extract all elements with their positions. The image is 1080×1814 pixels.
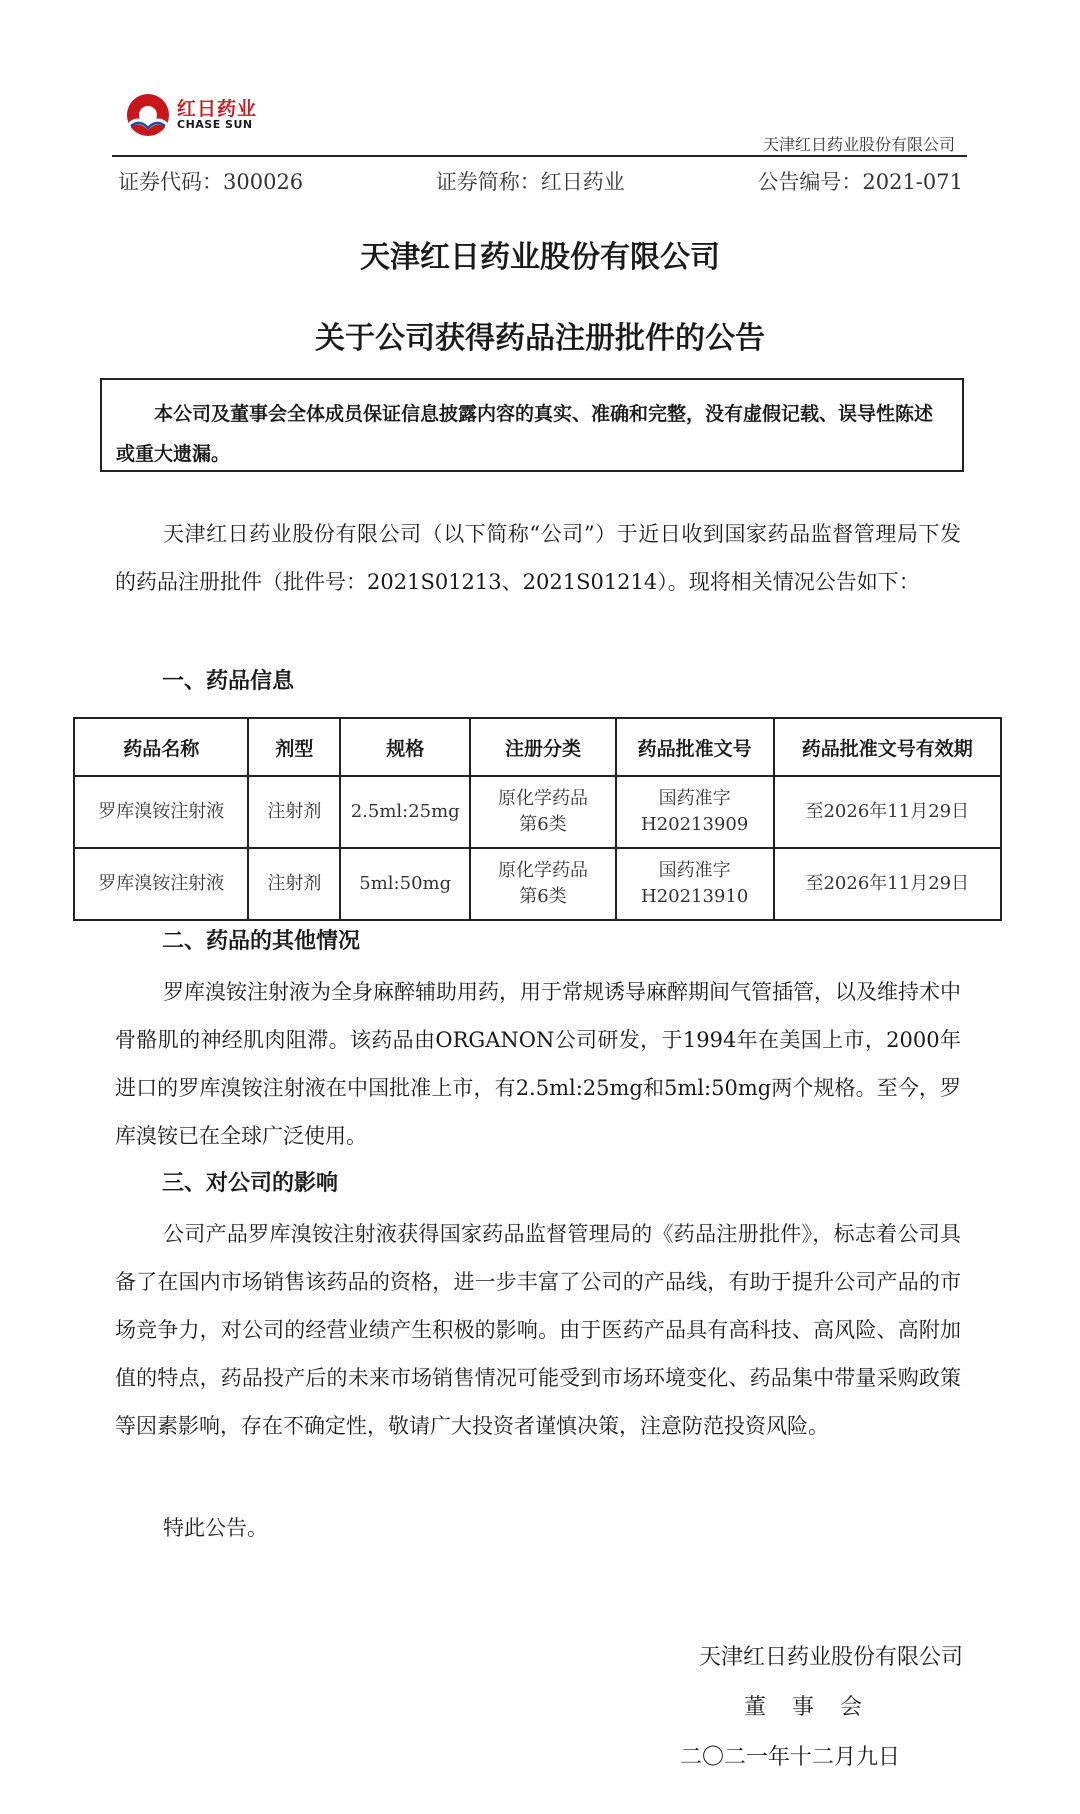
signature-board: 董 事 会: [744, 1695, 865, 1720]
disclosure-statement: 本公司及董事会全体成员保证信息披露内容的真实、准确和完整，没有虚假记载、误导性陈述或重大遗漏。: [116, 403, 934, 465]
logo-text-cn: 红日药业: [177, 98, 258, 120]
logo-text-en: CHASE SUN: [177, 118, 253, 131]
table-row: [74, 776, 1001, 848]
column-header: 注册分类: [470, 718, 616, 776]
column-header: 剂型: [248, 718, 340, 776]
category-line-2: 第6类: [519, 814, 567, 835]
section-heading-impact: 三、对公司的影响: [162, 1171, 339, 1196]
closing-statement: 特此公告。: [163, 1516, 268, 1540]
intro-paragraph: 天津红日药业股份有限公司（以下简称“公司”）于近日收到国家药品监督管理局下发的药品注册批件（批件号：2021S01213、2021S01214）。现将相关情况公告如下：: [115, 522, 961, 594]
table-row: [74, 848, 1001, 920]
approval-line-1: 国药准字: [658, 788, 731, 809]
registration-category-cell: [470, 848, 616, 920]
dosage-form-cell: 注射剂: [248, 848, 340, 920]
document-title: 关于公司获得药品注册批件的公告: [315, 321, 765, 356]
column-header: 规格: [340, 718, 470, 776]
signature-company: 天津红日药业股份有限公司: [698, 1645, 963, 1670]
section-heading-drug-info: 一、药品信息: [162, 669, 295, 694]
approval-number-cell: [616, 776, 774, 848]
drug-info-table: [73, 717, 1002, 921]
impact-paragraph: 公司产品罗库溴铵注射液获得国家药品监督管理局的《药品注册批件》，标志着公司具备了在国内市场销售该药品的资格，进一步丰富了公司的产品线，有助于提升公司产品的市场竞争力，对公司的经营业绩产生积极的影响。由于医药产品具有高科技、高风险、高附加值的特点，药品投产后的未来市场销售情况可能受到市场环境变化、药品集中带量采购政策等因素影响，存在不确定性，敬请广大投资者谨慎决策，注意防范投资风险。: [115, 1222, 961, 1438]
approval-number-cell: [616, 848, 774, 920]
chase-sun-logo-icon: [125, 92, 171, 138]
category-line-1: 原化学药品: [497, 860, 588, 881]
announcement-meta: [118, 166, 963, 196]
section-heading-other-info: 二、药品的其他情况: [162, 929, 361, 954]
specification-cell: 5ml:50mg: [340, 848, 470, 920]
category-line-2: 第6类: [519, 886, 567, 907]
validity-cell: 至2026年11月29日: [774, 848, 1001, 920]
stock-short-name: 证券简称：红日药业: [435, 170, 625, 194]
specification-cell: 2.5ml:25mg: [340, 776, 470, 848]
document-title-company: 天津红日药业股份有限公司: [360, 240, 720, 275]
column-header: 药品批准文号有效期: [774, 718, 1001, 776]
drug-name-cell: 罗库溴铵注射液: [74, 848, 248, 920]
registration-category-cell: [470, 776, 616, 848]
category-line-1: 原化学药品: [497, 788, 588, 809]
disclosure-statement-box: [100, 378, 964, 472]
header-divider: [112, 155, 967, 157]
stock-code: 证券代码：300026: [118, 170, 304, 194]
other-info-paragraph: 罗库溴铵注射液为全身麻醉辅助用药，用于常规诱导麻醉期间气管插管，以及维持术中骨骼肌的神经肌肉阻滞。该药品由ORGANON公司研发，于1994年在美国上市，2000年进口的罗库溴铵注射液在中国批准上市，有2.5ml:25mg和5ml:50mg两个规格。至今，罗库溴铵已在全球广泛使用。: [115, 980, 961, 1148]
table-header-row: [74, 718, 1001, 776]
dosage-form-cell: 注射剂: [248, 776, 340, 848]
column-header: 药品名称: [74, 718, 248, 776]
company-logo: [125, 92, 275, 138]
announcement-number: 公告编号：2021-071: [757, 170, 963, 194]
header-company-name: 天津红日药业股份有限公司: [762, 135, 955, 154]
column-header: 药品批准文号: [616, 718, 774, 776]
validity-cell: 至2026年11月29日: [774, 776, 1001, 848]
approval-line-1: 国药准字: [658, 860, 731, 881]
approval-line-2: H20213909: [641, 814, 749, 835]
signature-date: 二〇二一年十二月九日: [680, 1745, 901, 1770]
drug-name-cell: 罗库溴铵注射液: [74, 776, 248, 848]
approval-line-2: H20213910: [641, 886, 749, 907]
